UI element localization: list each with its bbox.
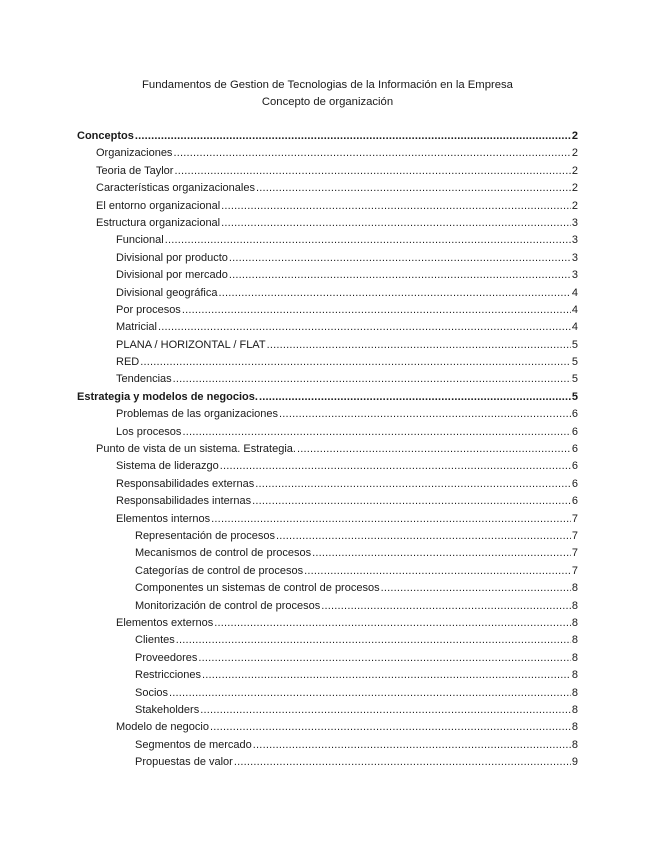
- toc-entry-page-number: 2: [571, 199, 578, 212]
- toc-entry-label: Sistema de liderazgo: [116, 460, 219, 473]
- toc-entry-label: Problemas de las organizaciones: [116, 408, 279, 421]
- toc-entry[interactable]: [77, 719, 578, 736]
- toc-entry-page-number: 8: [571, 721, 578, 734]
- toc-entry-page-number: 8: [571, 616, 578, 629]
- toc-entry-page-number: 8: [571, 599, 578, 612]
- toc-dot-leader: [234, 754, 571, 771]
- toc-entry-label: El entorno organizacional: [96, 199, 221, 212]
- toc-entry-label: Restricciones: [135, 669, 202, 682]
- toc-entry-label: Divisional por mercado: [116, 269, 228, 282]
- toc-dot-leader: [173, 371, 571, 388]
- toc-entry-label: Responsabilidades externas: [116, 477, 255, 490]
- toc-dot-leader: [140, 354, 571, 371]
- toc-entry[interactable]: [77, 198, 578, 215]
- toc-entry[interactable]: [77, 667, 578, 684]
- toc-entry-label: Conceptos: [77, 130, 134, 142]
- toc-entry-label: Segmentos de mercado: [135, 738, 252, 751]
- toc-entry[interactable]: [77, 389, 578, 406]
- toc-dot-leader: [169, 685, 571, 702]
- toc-dot-leader: [229, 250, 571, 267]
- toc-entry-label: Estructura organizacional: [96, 216, 221, 229]
- toc-dot-leader: [259, 389, 571, 406]
- toc-dot-leader: [267, 337, 571, 354]
- toc-dot-leader: [219, 285, 571, 302]
- toc-dot-leader: [202, 667, 571, 684]
- toc-entry-page-number: 5: [571, 373, 578, 386]
- toc-dot-leader: [135, 128, 571, 145]
- toc-entry-label: Estrategia y modelos de negocios.: [77, 390, 258, 403]
- toc-entry[interactable]: [77, 319, 578, 336]
- toc-entry-label: Funcional: [116, 234, 164, 247]
- toc-entry-label: Propuestas de valor: [135, 756, 233, 769]
- toc-dot-leader: [255, 476, 571, 493]
- toc-entry-page-number: 6: [571, 477, 578, 490]
- toc-entry-page-number: 7: [571, 547, 578, 560]
- toc-dot-leader: [221, 215, 571, 232]
- toc-entry[interactable]: [77, 615, 578, 632]
- toc-dot-leader: [220, 458, 571, 475]
- toc-entry[interactable]: [77, 337, 578, 354]
- toc-dot-leader: [381, 580, 571, 597]
- toc-entry[interactable]: [77, 371, 578, 388]
- toc-dot-leader: [252, 493, 571, 510]
- toc-entry[interactable]: [77, 754, 578, 771]
- toc-dot-leader: [253, 737, 571, 754]
- toc-entry-page-number: 8: [571, 738, 578, 751]
- toc-dot-leader: [304, 563, 571, 580]
- document-title: Fundamentos de Gestion de Tecnologias de la Información en la Empresa: [142, 79, 513, 91]
- toc-entry[interactable]: [77, 285, 578, 302]
- toc-entry-page-number: 2: [571, 164, 578, 177]
- toc-entry-label: Elementos internos: [116, 512, 211, 525]
- toc-entry[interactable]: [77, 598, 578, 615]
- toc-entry-page-number: 6: [571, 460, 578, 473]
- toc-entry[interactable]: [77, 511, 578, 528]
- toc-dot-leader: [176, 632, 571, 649]
- toc-dot-leader: [276, 528, 571, 545]
- toc-dot-leader: [182, 302, 571, 319]
- toc-entry[interactable]: [77, 458, 578, 475]
- toc-entry-page-number: 7: [571, 564, 578, 577]
- toc-entry-page-number: 2: [571, 182, 578, 195]
- toc-entry-page-number: 4: [571, 321, 578, 334]
- toc-entry-page-number: 6: [571, 495, 578, 508]
- toc-entry-label: PLANA / HORIZONTAL / FLAT: [116, 338, 266, 351]
- toc-entry-label: Punto de vista de un sistema. Estrategia.: [96, 443, 296, 456]
- toc-entry[interactable]: [77, 441, 578, 458]
- toc-entry-page-number: 8: [571, 651, 578, 664]
- toc-entry-page-number: 7: [571, 512, 578, 525]
- toc-dot-leader: [165, 232, 571, 249]
- toc-dot-leader: [182, 424, 570, 441]
- toc-entry[interactable]: [77, 528, 578, 545]
- toc-dot-leader: [256, 180, 571, 197]
- toc-entry-label: Matricial: [116, 321, 157, 334]
- toc-entry[interactable]: [77, 493, 578, 510]
- toc-entry-label: Proveedores: [135, 651, 198, 664]
- toc-entry-page-number: 7: [571, 529, 578, 542]
- toc-entry-page-number: 6: [571, 443, 578, 456]
- toc-entry[interactable]: [77, 302, 578, 319]
- toc-dot-leader: [210, 719, 571, 736]
- toc-entry[interactable]: [77, 180, 578, 197]
- toc-entry-label: Responsabilidades internas: [116, 495, 252, 508]
- toc-entry[interactable]: [77, 250, 578, 267]
- toc-entry-page-number: 8: [571, 582, 578, 595]
- toc-entry-page-number: 4: [571, 303, 578, 316]
- toc-entry-label: Categorías de control de procesos: [135, 564, 304, 577]
- toc-entry[interactable]: [77, 128, 578, 145]
- toc-entry[interactable]: [77, 650, 578, 667]
- toc-entry-label: Organizaciones: [96, 147, 173, 160]
- toc-entry-label: Representación de procesos: [135, 529, 276, 542]
- toc-entry[interactable]: [77, 563, 578, 580]
- toc-entry[interactable]: [77, 632, 578, 649]
- toc-entry[interactable]: [77, 267, 578, 284]
- toc-entry[interactable]: [77, 163, 578, 180]
- toc-entry-page-number: 6: [571, 425, 578, 438]
- toc-entry-label: Teoria de Taylor: [96, 164, 174, 177]
- toc-entry-label: Modelo de negocio: [116, 721, 209, 734]
- toc-entry[interactable]: [77, 476, 578, 493]
- toc-entry-label: Divisional por producto: [116, 251, 228, 264]
- toc-entry-page-number: 2: [571, 147, 578, 160]
- toc-entry-page-number: 6: [571, 408, 578, 421]
- toc-dot-leader: [174, 163, 570, 180]
- toc-entry-page-number: 8: [571, 634, 578, 647]
- toc-dot-leader: [214, 615, 571, 632]
- toc-entry-page-number: 3: [571, 251, 578, 264]
- toc-dot-leader: [221, 198, 571, 215]
- toc-entry[interactable]: [77, 580, 578, 597]
- toc-entry-page-number: 3: [571, 269, 578, 282]
- toc-entry[interactable]: [77, 406, 578, 423]
- toc-dot-leader: [173, 145, 570, 162]
- toc-dot-leader: [229, 267, 571, 284]
- toc-entry[interactable]: [77, 685, 578, 702]
- toc-entry[interactable]: [77, 545, 578, 562]
- toc-entry-label: Elementos externos: [116, 616, 214, 629]
- toc-entry-label: Socios: [135, 686, 169, 699]
- toc-dot-leader: [279, 406, 571, 423]
- toc-entry-page-number: 8: [571, 669, 578, 682]
- toc-entry-label: Por procesos: [116, 303, 181, 316]
- toc-entry[interactable]: [77, 702, 578, 719]
- toc-dot-leader: [198, 650, 571, 667]
- toc-entry-page-number: 3: [571, 216, 578, 229]
- toc-entry-page-number: 8: [571, 703, 578, 716]
- toc-entry-page-number: 5: [571, 356, 578, 369]
- toc-entry[interactable]: [77, 232, 578, 249]
- toc-entry-label: Tendencias: [116, 373, 172, 386]
- toc-entry[interactable]: [77, 424, 578, 441]
- toc-entry-label: Mecanismos de control de procesos: [135, 547, 312, 560]
- toc-entry-label: Los procesos: [116, 425, 182, 438]
- toc-entry-page-number: 5: [571, 390, 578, 403]
- toc-dot-leader: [200, 702, 571, 719]
- toc-entry-page-number: 5: [571, 338, 578, 351]
- toc-entry[interactable]: [77, 145, 578, 162]
- toc-entry-label: Monitorización de control de procesos: [135, 599, 321, 612]
- toc-dot-leader: [211, 511, 571, 528]
- table-of-contents: [77, 128, 578, 771]
- toc-entry[interactable]: [77, 737, 578, 754]
- toc-entry-label: Stakeholders: [135, 703, 200, 716]
- toc-entry[interactable]: [77, 354, 578, 371]
- toc-entry[interactable]: [77, 215, 578, 232]
- toc-entry-label: Clientes: [135, 634, 175, 647]
- toc-entry-page-number: 9: [571, 756, 578, 769]
- toc-dot-leader: [297, 441, 571, 458]
- toc-dot-leader: [158, 319, 571, 336]
- toc-entry-page-number: 3: [571, 234, 578, 247]
- document-subtitle: Concepto de organización: [261, 96, 394, 108]
- toc-entry-page-number: 4: [571, 286, 578, 299]
- document-header: [0, 77, 655, 111]
- toc-entry-page-number: 8: [571, 686, 578, 699]
- toc-entry-label: Componentes un sistemas de control de procesos: [135, 582, 380, 595]
- toc-dot-leader: [312, 545, 571, 562]
- toc-entry-label: Divisional geográfica: [116, 286, 218, 299]
- toc-dot-leader: [321, 598, 571, 615]
- toc-entry-label: Características organizacionales: [96, 182, 255, 195]
- toc-entry-page-number: 2: [571, 130, 578, 142]
- toc-entry-label: RED: [116, 356, 140, 369]
